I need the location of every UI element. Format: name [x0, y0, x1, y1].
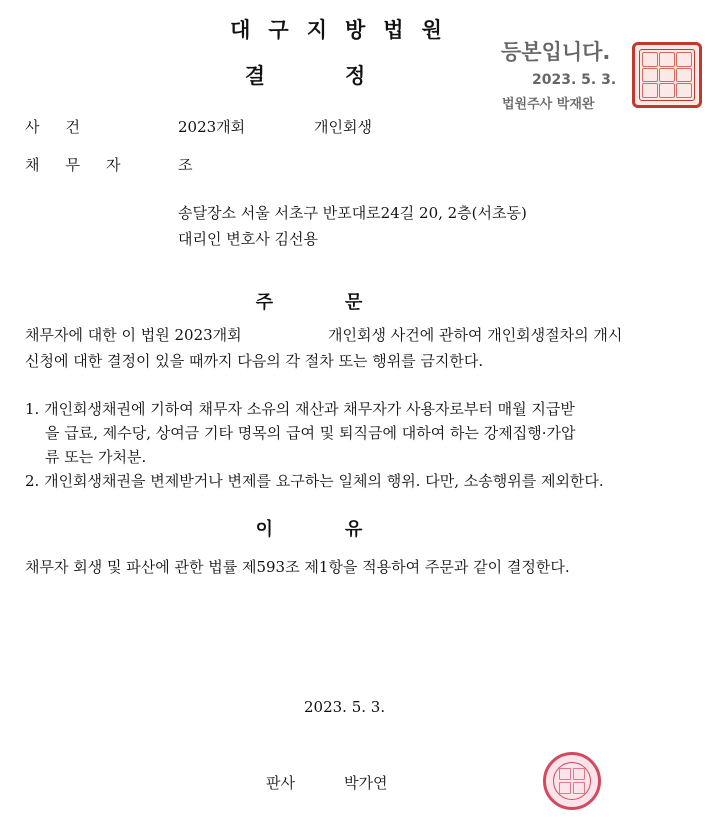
court-name: 대구지방법원 [230, 18, 460, 42]
order-intro-line1-rest: 개인회생 사건에 관하여 개인회생절차의 개시 [328, 326, 623, 344]
debtor-label: 채무자 [25, 156, 147, 174]
legal-agent: 대리인 변호사 김선용 [178, 230, 318, 248]
reason-heading: 이유 [255, 519, 435, 540]
certified-copy-date: 2023. 5. 3. [532, 72, 617, 88]
certified-copy-label: 등본입니다. [501, 40, 611, 64]
judge-title: 판사 [266, 774, 295, 792]
certified-copy-officer: 법원주사 박재완 [502, 97, 595, 112]
case-type: 개인회생 [314, 118, 372, 136]
order-heading: 주문 [255, 292, 435, 313]
order-item-1-line1: 1. 개인회생채권에 기하여 채무자 소유의 재산과 채무자가 사용자로부터 매월 지급받 [25, 400, 575, 418]
order-item-1-line3: 류 또는 가처분. [45, 448, 147, 466]
document-title: 결정 [244, 64, 446, 88]
court-seal-icon [632, 42, 702, 108]
judge-seal-icon [543, 752, 601, 810]
case-label: 사건 [25, 118, 106, 136]
order-item-1-line2: 을 급료, 제수당, 상여금 기타 명목의 급여 및 퇴직금에 대하여 하는 강제집행·가압 [45, 424, 576, 442]
judge-name: 박가연 [344, 774, 388, 792]
case-number: 2023개회 [178, 118, 246, 136]
order-intro-line1: 채무자에 대한 이 법원 2023개회 [25, 326, 242, 344]
reason-text: 채무자 회생 및 파산에 관한 법률 제593조 제1항을 적용하여 주문과 같이 결정한다. [25, 558, 570, 576]
service-address: 송달장소 서울 서초구 반포대로24길 20, 2층(서초동) [178, 204, 527, 222]
decision-date: 2023. 5. 3. [304, 698, 386, 716]
order-item-2: 2. 개인회생채권을 변제받거나 변제를 요구하는 일체의 행위. 다만, 소송행위를 제외한다. [25, 472, 604, 490]
order-intro-line2: 신청에 대한 결정이 있을 때까지 다음의 각 절차 또는 행위를 금지한다. [25, 352, 484, 370]
debtor-name: 조 [178, 156, 193, 174]
